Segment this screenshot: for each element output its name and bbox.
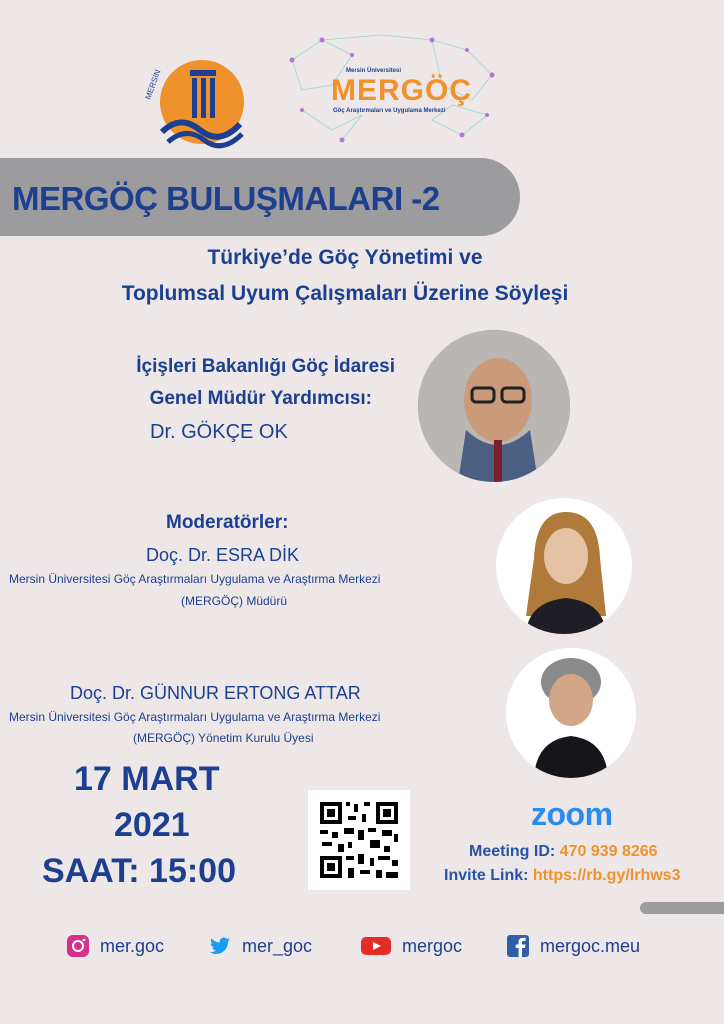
instagram-icon xyxy=(66,934,90,958)
mergoc-small-label: Mersin Üniversitesi xyxy=(346,68,402,74)
university-logo xyxy=(140,40,260,160)
youtube-link[interactable] xyxy=(360,932,462,960)
moderator-2-desc-line-2: (MERGÖÇ) Yönetim Kurulu Üyesi xyxy=(133,731,314,745)
facebook-icon xyxy=(506,934,530,958)
svg-text:MERSİN: MERSİN xyxy=(143,68,163,101)
mergoc-subtitle-label: Göç Araştırmaları ve Uygulama Merkezi xyxy=(333,108,446,114)
twitter-icon xyxy=(208,934,232,958)
moderator-1-name: Doç. Dr. ESRA DİK xyxy=(146,545,300,565)
qr-code[interactable] xyxy=(308,790,410,890)
twitter-handle: mer_goc xyxy=(242,935,313,956)
zoom-logo: zoom xyxy=(531,796,613,832)
moderators-heading: Moderatörler: xyxy=(166,512,289,533)
event-date: 17 MART xyxy=(74,760,220,798)
event-title: MERGÖÇ BULUŞMALARI -2 xyxy=(12,180,440,217)
speaker-role-line-2: Genel Müdür Yardımcısı: xyxy=(149,388,372,409)
moderator-1-desc-line-2: (MERGÖÇ) Müdürü xyxy=(181,594,288,608)
invite-link-row xyxy=(444,867,680,885)
decorative-bar xyxy=(640,902,724,914)
youtube-icon xyxy=(360,934,392,958)
twitter-link[interactable] xyxy=(208,932,312,960)
speaker-name: Dr. GÖKÇE OK xyxy=(150,421,288,443)
moderator-2-name: Doç. Dr. GÜNNUR ERTONG ATTAR xyxy=(70,683,361,703)
moderator-1-photo xyxy=(496,498,632,634)
subtitle-line-2: Toplumsal Uyum Çalışmaları Üzerine Söyleşi xyxy=(121,282,569,305)
youtube-handle: mergoc xyxy=(402,935,463,956)
event-time: SAAT: 15:00 xyxy=(42,852,236,890)
event-year: 2021 xyxy=(114,806,190,844)
moderator-2-desc-line-1: Mersin Üniversitesi Göç Araştırmaları Uygulama ve Araştırma Merkezi xyxy=(9,710,381,724)
instagram-link[interactable] xyxy=(66,932,164,960)
subtitle-line-1: Türkiye’de Göç Yönetimi ve xyxy=(207,246,483,269)
facebook-link[interactable] xyxy=(506,932,640,960)
invite-link-label: Invite Link: xyxy=(444,867,533,884)
moderator-2-photo xyxy=(506,648,636,778)
speaker-photo xyxy=(418,330,570,482)
facebook-handle: mergoc.meu xyxy=(540,935,641,956)
moderator-1-desc-line-1: Mersin Üniversitesi Göç Araştırmaları Uygulama ve Araştırma Merkezi xyxy=(9,572,381,586)
meeting-id-row xyxy=(469,843,658,861)
speaker-role-line-1: İçişleri Bakanlığı Göç İdaresi xyxy=(136,356,395,377)
invite-link[interactable]: https://rb.gy/lrhws3 xyxy=(532,867,681,884)
meeting-id-label: Meeting ID: xyxy=(469,843,560,860)
meeting-id-value[interactable]: 470 939 8266 xyxy=(559,843,658,860)
mergoc-wordmark: MERGÖÇ xyxy=(331,74,472,107)
instagram-handle: mer.goc xyxy=(100,935,165,956)
